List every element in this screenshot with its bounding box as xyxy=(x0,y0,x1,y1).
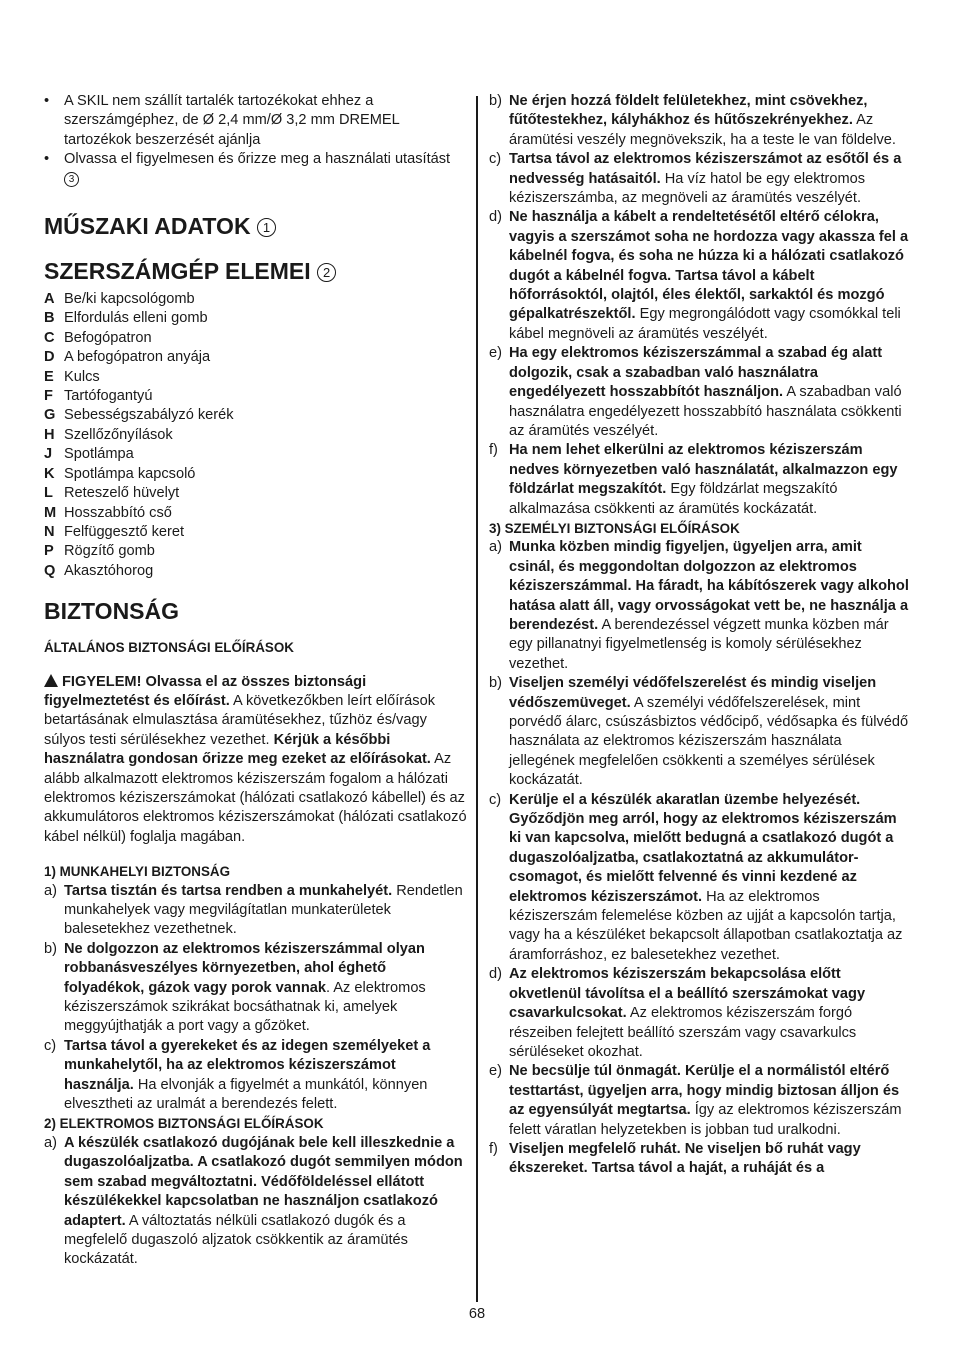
part-row xyxy=(44,445,467,464)
safety-item xyxy=(489,965,911,1062)
item-plain-text: Ha az elektromos kéziszerszám felemelése közben az ujját a kapcsolón tartja, vagy ha a készüléket bekapcsolt állapotban csatlakoztatja az áramforráshoz, ez balesetekhez vezethet. xyxy=(509,888,903,963)
part-row xyxy=(44,504,467,523)
safety-item xyxy=(489,538,911,674)
part-row xyxy=(44,562,467,581)
safety-item xyxy=(489,1140,911,1179)
item-bold-text: Viseljen személyi védőfelszerelést és mindig viseljen védőszemüveget. xyxy=(509,675,877,711)
item-plain-text: Egy megrongálódott vagy csomókkal teli kábel megnöveli az áramütés veszélyét. xyxy=(509,306,901,342)
part-letter: Q xyxy=(44,562,56,579)
part-letter: N xyxy=(44,523,55,540)
part-row xyxy=(44,290,467,309)
part-name: Elfordulás elleni gomb xyxy=(64,310,208,327)
safety-item xyxy=(44,1134,467,1270)
item-plain-text: Ha víz hatol be egy elektromos kéziszerszámba, az megnöveli az áramütés veszélyét. xyxy=(509,170,866,207)
item-text xyxy=(509,344,911,441)
item-marker: a) xyxy=(44,1134,57,1151)
part-row xyxy=(44,329,467,348)
item-text xyxy=(509,150,911,208)
heading-safety: BIZTONSÁG xyxy=(44,598,180,625)
part-row xyxy=(44,309,467,328)
part-row xyxy=(44,387,467,406)
part-name: Be/ki kapcsológomb xyxy=(64,291,195,308)
item-bold-text: Munka közben mindig figyeljen, ügyeljen arra, amit csinál, és meggondoltan dolgozzon az elektromos kéziszerszámmal. Ha fáradt, ha kábítószerek vagy alkohol hatása alatt áll, vagy orvosságokat vett be, ne használja a berendezést. xyxy=(509,539,909,633)
part-letter: P xyxy=(44,543,54,560)
page-number: 68 xyxy=(468,1306,486,1322)
item-text xyxy=(509,538,911,674)
section-2-items-right xyxy=(489,92,911,519)
part-name: Tartófogantyú xyxy=(64,388,153,405)
part-name: Akasztóhorog xyxy=(64,562,154,579)
item-marker: a) xyxy=(44,882,57,899)
section-2-items-left xyxy=(44,1134,467,1270)
part-letter: L xyxy=(44,485,53,502)
item-plain-text: Rendetlen munkahelyek vagy megvilágítatlan munkaterületek balesetekhez vezethetnek. xyxy=(64,882,463,938)
intro-bullet xyxy=(44,150,467,189)
right-column xyxy=(489,92,911,1179)
item-marker: b) xyxy=(489,675,502,692)
item-text xyxy=(64,1037,467,1115)
safety-item xyxy=(489,150,911,208)
item-text xyxy=(64,882,467,940)
item-plain-text: Az áramütési veszély megnövekszik, ha a teste le van földelve. xyxy=(509,112,896,148)
part-row xyxy=(44,542,467,561)
item-text xyxy=(509,965,911,1062)
figure-ref-2: 2 xyxy=(317,263,336,282)
part-letter: E xyxy=(44,368,54,385)
safety-item xyxy=(489,92,911,150)
part-letter: D xyxy=(44,349,55,366)
item-plain-text: A berendezéssel végzett munka közben már egy pillanatnyi figyelmetlenség is komoly sérülésekhez vezethet. xyxy=(509,616,889,672)
figure-ref-1: 1 xyxy=(257,218,276,237)
item-marker: e) xyxy=(489,345,502,362)
item-marker: b) xyxy=(44,940,57,957)
part-row xyxy=(44,484,467,503)
item-marker: d) xyxy=(489,209,502,226)
item-bold-text: Tartsa távol az elektromos kéziszerszámot az esőtől és a nedvesség hatásaitól. xyxy=(509,151,902,187)
item-plain-text: A változtatás nélküli csatlakozó dugók és a megfelelő dugaszoló aljzatok csökkentik az áramütés kockázatát. xyxy=(64,1212,408,1268)
safety-item xyxy=(489,1062,911,1140)
part-name: A befogópatron anyája xyxy=(64,349,211,366)
section-3-items xyxy=(489,538,911,1178)
item-text xyxy=(509,441,911,519)
item-plain-text: A személyi védőfelszerelések, mint porvédő álarc, csúszásbiztos védőcipő, védősapka és fülvédő használata az elektromos kéziszerszám használata jellegének megfelelően csökkenti a személyes sérülések kockázatát. xyxy=(509,694,909,789)
part-letter: F xyxy=(44,388,53,405)
item-marker: c) xyxy=(489,151,502,168)
section-2-title: 2) ELEKTROMOS BIZTONSÁGI ELŐÍRÁSOK xyxy=(44,1116,324,1132)
item-plain-text: A szabadban való használatra engedélyezett hosszabbító használata csökkenti az áramütés veszélyét. xyxy=(509,384,902,439)
item-bold-text: Tartsa tisztán és tartsa rendben a munkahelyét. xyxy=(64,882,393,899)
safety-item xyxy=(489,208,911,344)
item-text xyxy=(509,92,911,150)
item-text xyxy=(509,1140,911,1179)
intro-bullet xyxy=(44,92,467,150)
intro-bullet-text: A SKIL nem szállít tartalék tartozékokat ehhez a szerszámgéphez, de Ø 2,4 mm/Ø 3,2 mm DREMEL tartozékok beszerzését ajánlja xyxy=(64,93,400,148)
section-3-title: 3) SZEMÉLYI BIZTONSÁGI ELŐÍRÁSOK xyxy=(489,520,740,536)
part-name: Hosszabbító cső xyxy=(64,504,172,521)
item-bold-text: Kerülje el a készülék akaratlan üzembe helyezését. Győződjön meg arról, hogy az elektromos kéziszerszám ki van kapcsolva, mielőtt bedugná a csatlakozó dugót a dugaszolóaljzatba, csatlakoztatná az akkumulátor-csomagot, és mielőtt felvenné és vinni kezdené az elektromos kéziszerszámot. xyxy=(509,791,897,905)
item-text xyxy=(509,791,911,966)
warning-paragraph: FIGYELEM! Olvassa el az összes biztonsági figyelmeztetést és előírást. A következőkben leírt előírások betartásának elmulasztása áramütésekhez, tűzhöz és/vagy súlyos testi sérülésekhez vezethet. Kérjük a későbbi használatra gondosan őrizze meg ezeket az előírásokat. Az alább alkalmazott elektromos kéziszerszám fogalom a hálózati elektromos kéziszerszámokat (hálózati csatlakozó kábellel) és az akkumulátoros elektromos kéziszerszámokat (hálózati csatlakozó kábel nélkül) foglalja magában. xyxy=(44,673,467,845)
part-letter: K xyxy=(44,465,55,482)
item-bold-text: Ne érjen hozzá földelt felületekhez, mint csövekhez, fűtőtestekhez, kályhákhoz és hűtőszekrényekhez. xyxy=(509,93,868,129)
item-marker: b) xyxy=(489,93,502,109)
part-row xyxy=(44,465,467,484)
section-1-items xyxy=(44,882,467,1115)
part-letter: A xyxy=(44,291,55,308)
left-column xyxy=(44,92,467,1270)
part-name: Felfüggesztő keret xyxy=(64,523,185,540)
column-divider xyxy=(476,96,478,1302)
item-marker: c) xyxy=(44,1037,57,1054)
part-letter: J xyxy=(44,446,53,463)
item-text xyxy=(509,208,911,344)
part-name: Rögzítő gomb xyxy=(64,543,155,560)
safety-item xyxy=(44,940,467,1037)
general-safety-title: ÁLTALÁNOS BIZTONSÁGI ELŐÍRÁSOK xyxy=(44,640,294,656)
part-row xyxy=(44,348,467,367)
part-name: Kulcs xyxy=(64,368,100,385)
item-plain-text: Egy földzárlat megszakító alkalmazása csökkenti az áramütés kockázatát. xyxy=(509,481,838,517)
item-bold-text: A készülék csatlakozó dugójának bele kell illeszkednie a dugaszolóaljzatba. A csatlakozó dugót semmilyen módon sem szabad megváltoztatni. Védőföldeléssel ellátott készülékekkel kapcsolatban ne használjon csatlakozó adaptert. xyxy=(64,1134,463,1229)
item-bold-text: Ne becsülje túl önmagát. Kerülje el a normálistól eltérő testtartást, ügyeljen arra, hogy mindig biztosan álljon és az egyensúlyát megtartsa. xyxy=(509,1063,900,1119)
item-text xyxy=(64,1134,467,1270)
item-marker: e) xyxy=(489,1063,502,1080)
part-letter: M xyxy=(44,504,57,521)
item-bold-text: Ha egy elektromos kéziszerszámmal a szabad ég alatt dolgozik, csak a szabadban való használatra engedélyezett hosszabbítót használjon. xyxy=(509,345,883,401)
item-bold-text: Ne használja a kábelt a rendeltetésétől eltérő célokra, vagyis a szerszámot soha ne hordozza vagy akassza fel a kábelnél fogva, és soha ne húzza ki a hálózati csatlakozó dugót a kábelnél fogva. Tartsa távol a kábelt hőforrásoktól, olajtól, éles élektől, sarkaktól és mozgó gépalkatrészektől. xyxy=(509,209,909,323)
item-bold-text: Tartsa távol a gyerekeket és az idegen személyeket a munkahelytől, ha az elektromos kéziszerszámot használja. xyxy=(64,1037,431,1093)
item-text xyxy=(64,940,467,1037)
item-marker: a) xyxy=(489,539,502,556)
item-plain-text: Az elektromos kéziszerszám forgó részeiben felejtett beállító szerszám vagy csavarkulcs sérüléseket okozhat. xyxy=(509,1005,857,1060)
part-name: Szellőzőnyílások xyxy=(64,426,173,443)
item-text xyxy=(509,674,911,790)
part-name: Sebességszabályzó kerék xyxy=(64,407,234,424)
safety-item xyxy=(44,882,467,940)
part-name: Befogópatron xyxy=(64,329,152,346)
safety-item xyxy=(489,674,911,790)
part-row xyxy=(44,368,467,387)
item-marker: c) xyxy=(489,791,502,808)
figure-ref-3: 3 xyxy=(64,172,79,187)
item-marker: f) xyxy=(489,442,498,459)
item-plain-text: . Az elektromos kéziszerszámok szikrákat bocsáthatnak ki, amelyek meggyújthatják a port vagy a gőzöket. xyxy=(64,979,426,1035)
intro-bullet-text: Olvassa el figyelmesen és őrizze meg a használati utasítást xyxy=(64,151,451,168)
part-letter: C xyxy=(44,329,55,346)
part-name: Spotlámpa xyxy=(64,446,134,463)
item-bold-text: Ha nem lehet elkerülni az elektromos kéziszerszám nedves környezetben való használatát, alkalmazzon egy földzárlat megszakítót. xyxy=(509,442,898,498)
part-name: Spotlámpa kapcsoló xyxy=(64,465,196,482)
part-row xyxy=(44,406,467,425)
item-text xyxy=(509,1062,911,1140)
heading-technical-data: MŰSZAKI ADATOK 1 xyxy=(44,212,467,240)
item-bold-text: Ne dolgozzon az elektromos kéziszerszámmal olyan robbanásveszélyes környezetben, ahol éghető folyadékok, gázok vagy porok vannak xyxy=(64,940,425,996)
parts-list xyxy=(44,290,467,581)
item-marker: d) xyxy=(489,966,502,983)
item-plain-text: Ha elvonják a figyelmét a munkától, könnyen elvesztheti az uralmát a berendezés felett. xyxy=(64,1076,428,1113)
heading-tool-parts: SZERSZÁMGÉP ELEMEI 2 xyxy=(44,257,467,285)
item-plain-text: Így az elektromos kéziszerszám felett váratlan helyzetekben is jobban tud uralkodni. xyxy=(509,1102,902,1138)
warning-triangle-icon xyxy=(44,674,58,687)
part-row xyxy=(44,523,467,542)
part-name: Reteszelő hüvelyt xyxy=(64,485,180,502)
part-letter: B xyxy=(44,310,55,327)
part-letter: G xyxy=(44,407,56,424)
item-bold-text: Az elektromos kéziszerszám bekapcsolása előtt okvetlenül távolítsa el a beállító szerszámokat vagy csavarkulcsokat. xyxy=(509,966,866,1022)
item-marker: f) xyxy=(489,1140,498,1157)
item-bold-text: Viseljen megfelelő ruhát. Ne viseljen bő ruhát vagy ékszereket. Tartsa távol a haját, a ruháját és a xyxy=(509,1140,861,1177)
safety-item xyxy=(44,1037,467,1115)
safety-item xyxy=(489,441,911,519)
part-letter: H xyxy=(44,426,55,443)
safety-item xyxy=(489,344,911,441)
part-row xyxy=(44,426,467,445)
section-1-title: 1) MUNKAHELYI BIZTONSÁG xyxy=(44,864,230,880)
intro-bullets xyxy=(44,92,467,189)
safety-item xyxy=(489,791,911,966)
